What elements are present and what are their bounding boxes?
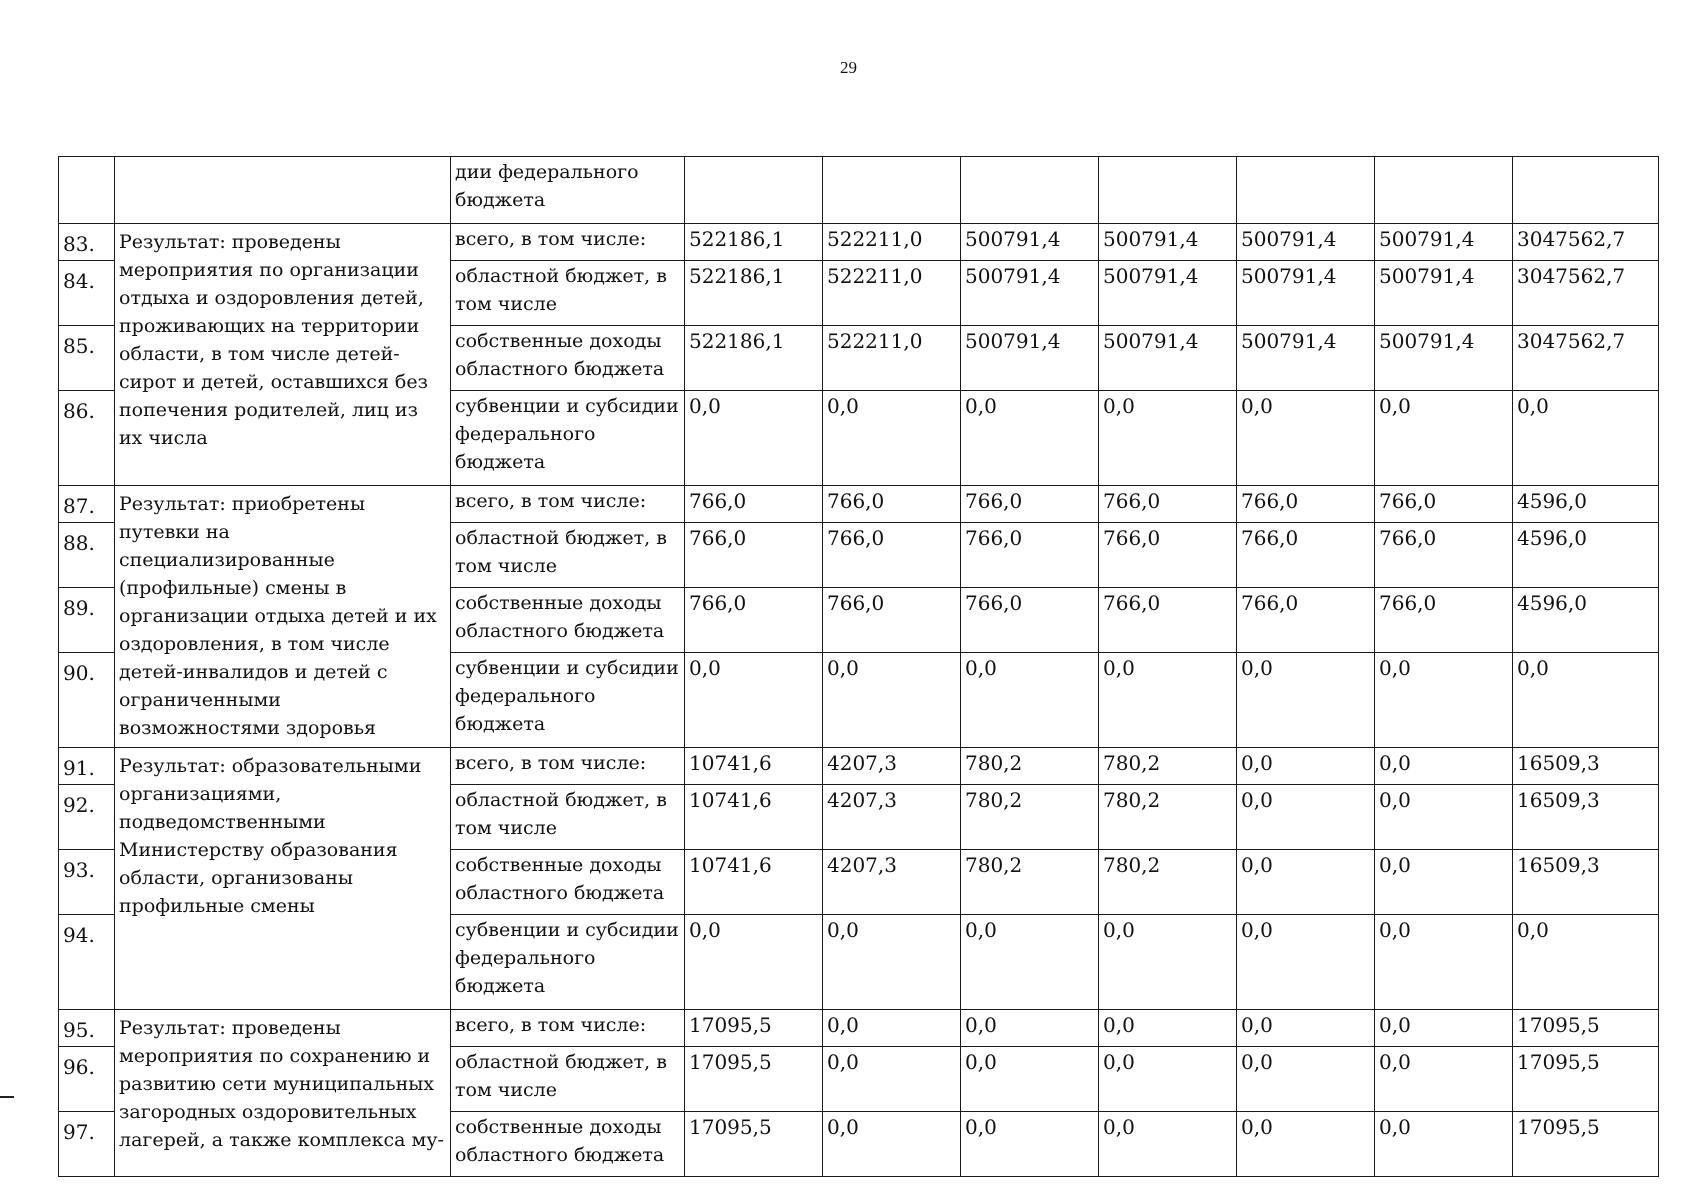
year-value-cell: 522186,1 bbox=[685, 224, 823, 261]
year-value-cell: 766,0 bbox=[823, 588, 961, 653]
source-cell: дии федерального бюджета bbox=[451, 157, 685, 224]
row-number-cell: 87. bbox=[59, 486, 115, 523]
year-value-cell: 0,0 bbox=[1375, 850, 1513, 915]
total-value-cell: 17095,5 bbox=[1513, 1112, 1659, 1177]
year-value-cell: 0,0 bbox=[961, 653, 1099, 748]
total-value-cell: 4596,0 bbox=[1513, 486, 1659, 523]
year-value-cell: 0,0 bbox=[1375, 1112, 1513, 1177]
year-value-cell: 0,0 bbox=[1375, 748, 1513, 785]
year-value-cell: 0,0 bbox=[1237, 653, 1375, 748]
row-number-cell: 92. bbox=[59, 785, 115, 850]
value-cell bbox=[961, 157, 1099, 224]
value-cell bbox=[1237, 157, 1375, 224]
year-value-cell: 0,0 bbox=[1237, 1010, 1375, 1047]
row-number-cell: 95. bbox=[59, 1010, 115, 1047]
margin-dash bbox=[0, 1096, 14, 1098]
total-value-cell: 4596,0 bbox=[1513, 588, 1659, 653]
year-value-cell: 0,0 bbox=[823, 1010, 961, 1047]
year-value-cell: 0,0 bbox=[1237, 785, 1375, 850]
year-value-cell: 766,0 bbox=[1375, 523, 1513, 588]
table-row bbox=[59, 1010, 1659, 1047]
year-value-cell: 766,0 bbox=[1375, 486, 1513, 523]
budget-table bbox=[58, 156, 1659, 1177]
year-value-cell: 0,0 bbox=[1099, 915, 1237, 1010]
year-value-cell: 500791,4 bbox=[1099, 224, 1237, 261]
year-value-cell: 500791,4 bbox=[1237, 261, 1375, 326]
funding-source-cell: всего, в том числе: bbox=[451, 224, 685, 261]
row-number-cell: 83. bbox=[59, 224, 115, 261]
row-number-cell: 90. bbox=[59, 653, 115, 748]
year-value-cell: 0,0 bbox=[1375, 391, 1513, 486]
year-value-cell: 500791,4 bbox=[1375, 326, 1513, 391]
year-value-cell: 500791,4 bbox=[1375, 224, 1513, 261]
total-value-cell: 16509,3 bbox=[1513, 785, 1659, 850]
funding-source-cell: областной бюджет, в том числе bbox=[451, 523, 685, 588]
year-value-cell: 500791,4 bbox=[1375, 261, 1513, 326]
year-value-cell: 500791,4 bbox=[961, 224, 1099, 261]
year-value-cell: 766,0 bbox=[1099, 486, 1237, 523]
year-value-cell: 766,0 bbox=[1099, 588, 1237, 653]
total-value-cell: 0,0 bbox=[1513, 915, 1659, 1010]
funding-source-cell: всего, в том числе: bbox=[451, 486, 685, 523]
result-description-cell: Результат: приобретены путевки на специализированные (профильные) смены в организации отдыха детей и их оздоровления, в том числе детей-инвалидов и детей с ограниченными возможностями здоровья bbox=[115, 486, 451, 748]
year-value-cell: 780,2 bbox=[1099, 850, 1237, 915]
year-value-cell: 522211,0 bbox=[823, 261, 961, 326]
funding-source-cell: собственные доходы областного бюджета bbox=[451, 850, 685, 915]
total-value-cell: 17095,5 bbox=[1513, 1047, 1659, 1112]
total-value-cell: 16509,3 bbox=[1513, 850, 1659, 915]
table-row bbox=[59, 486, 1659, 523]
year-value-cell: 0,0 bbox=[1099, 1112, 1237, 1177]
funding-source-cell: собственные доходы областного бюджета bbox=[451, 326, 685, 391]
year-value-cell: 766,0 bbox=[1237, 523, 1375, 588]
year-value-cell: 766,0 bbox=[823, 523, 961, 588]
year-value-cell: 780,2 bbox=[1099, 785, 1237, 850]
funding-source-cell: областной бюджет, в том числе bbox=[451, 261, 685, 326]
year-value-cell: 10741,6 bbox=[685, 785, 823, 850]
year-value-cell: 0,0 bbox=[685, 915, 823, 1010]
table-row bbox=[59, 748, 1659, 785]
year-value-cell: 0,0 bbox=[1375, 915, 1513, 1010]
year-value-cell: 780,2 bbox=[961, 850, 1099, 915]
year-value-cell: 0,0 bbox=[1237, 391, 1375, 486]
year-value-cell: 0,0 bbox=[1237, 915, 1375, 1010]
funding-source-cell: всего, в том числе: bbox=[451, 1010, 685, 1047]
year-value-cell: 0,0 bbox=[1099, 391, 1237, 486]
page-number: 29 bbox=[840, 58, 857, 77]
year-value-cell: 0,0 bbox=[1375, 1047, 1513, 1112]
year-value-cell: 0,0 bbox=[1099, 1010, 1237, 1047]
year-value-cell: 10741,6 bbox=[685, 748, 823, 785]
year-value-cell: 500791,4 bbox=[1237, 224, 1375, 261]
result-description-cell: Результат: проведены мероприятия по сохранению и развитию сети муниципальных загородных оздоровительных лагерей, а также комплекса му- bbox=[115, 1010, 451, 1177]
funding-source-cell: собственные доходы областного бюджета bbox=[451, 588, 685, 653]
row-number-cell bbox=[59, 157, 115, 224]
total-value-cell: 3047562,7 bbox=[1513, 261, 1659, 326]
year-value-cell: 766,0 bbox=[823, 486, 961, 523]
year-value-cell: 0,0 bbox=[1375, 653, 1513, 748]
total-value-cell: 4596,0 bbox=[1513, 523, 1659, 588]
year-value-cell: 522186,1 bbox=[685, 326, 823, 391]
result-description-cell: Результат: проведены мероприятия по организации отдыха и оздоровления детей, проживающих на территории области, в том числе детей-сирот и детей, оставшихся без попечения родителей, лиц из их числа bbox=[115, 224, 451, 486]
year-value-cell: 0,0 bbox=[1237, 1112, 1375, 1177]
row-number-cell: 96. bbox=[59, 1047, 115, 1112]
year-value-cell: 766,0 bbox=[685, 588, 823, 653]
year-value-cell: 0,0 bbox=[823, 915, 961, 1010]
year-value-cell: 780,2 bbox=[1099, 748, 1237, 785]
year-value-cell: 766,0 bbox=[961, 523, 1099, 588]
row-number-cell: 86. bbox=[59, 391, 115, 486]
year-value-cell: 0,0 bbox=[823, 1047, 961, 1112]
table-body bbox=[59, 157, 1659, 1177]
year-value-cell: 0,0 bbox=[685, 653, 823, 748]
funding-source-cell: всего, в том числе: bbox=[451, 748, 685, 785]
funding-source-cell: субвенции и субсидии федерального бюджета bbox=[451, 391, 685, 486]
year-value-cell: 500791,4 bbox=[1099, 261, 1237, 326]
total-value-cell: 16509,3 bbox=[1513, 748, 1659, 785]
row-number-cell: 91. bbox=[59, 748, 115, 785]
year-value-cell: 0,0 bbox=[1375, 785, 1513, 850]
year-value-cell: 766,0 bbox=[1237, 486, 1375, 523]
year-value-cell: 0,0 bbox=[823, 1112, 961, 1177]
total-value-cell: 0,0 bbox=[1513, 653, 1659, 748]
year-value-cell: 4207,3 bbox=[823, 748, 961, 785]
year-value-cell: 0,0 bbox=[1237, 850, 1375, 915]
year-value-cell: 0,0 bbox=[961, 1112, 1099, 1177]
year-value-cell: 766,0 bbox=[961, 588, 1099, 653]
year-value-cell: 0,0 bbox=[1099, 653, 1237, 748]
table-row-continuation bbox=[59, 157, 1659, 224]
year-value-cell: 500791,4 bbox=[961, 261, 1099, 326]
row-number-cell: 88. bbox=[59, 523, 115, 588]
year-value-cell: 522186,1 bbox=[685, 261, 823, 326]
year-value-cell: 522211,0 bbox=[823, 224, 961, 261]
year-value-cell: 500791,4 bbox=[1237, 326, 1375, 391]
row-number-cell: 85. bbox=[59, 326, 115, 391]
year-value-cell: 766,0 bbox=[685, 486, 823, 523]
year-value-cell: 4207,3 bbox=[823, 785, 961, 850]
year-value-cell: 0,0 bbox=[961, 1010, 1099, 1047]
funding-source-cell: областной бюджет, в том числе bbox=[451, 1047, 685, 1112]
row-number-cell: 93. bbox=[59, 850, 115, 915]
year-value-cell: 780,2 bbox=[961, 785, 1099, 850]
year-value-cell: 17095,5 bbox=[685, 1047, 823, 1112]
value-cell bbox=[823, 157, 961, 224]
year-value-cell: 0,0 bbox=[823, 653, 961, 748]
total-value-cell: 17095,5 bbox=[1513, 1010, 1659, 1047]
year-value-cell: 500791,4 bbox=[961, 326, 1099, 391]
year-value-cell: 4207,3 bbox=[823, 850, 961, 915]
year-value-cell: 0,0 bbox=[1099, 1047, 1237, 1112]
total-value-cell: 3047562,7 bbox=[1513, 326, 1659, 391]
funding-source-cell: собственные доходы областного бюджета bbox=[451, 1112, 685, 1177]
total-value-cell: 0,0 bbox=[1513, 391, 1659, 486]
year-value-cell: 0,0 bbox=[961, 1047, 1099, 1112]
year-value-cell: 500791,4 bbox=[1099, 326, 1237, 391]
value-cell bbox=[1099, 157, 1237, 224]
year-value-cell: 766,0 bbox=[1375, 588, 1513, 653]
funding-source-cell: областной бюджет, в том числе bbox=[451, 785, 685, 850]
year-value-cell: 0,0 bbox=[823, 391, 961, 486]
year-value-cell: 0,0 bbox=[1237, 748, 1375, 785]
year-value-cell: 0,0 bbox=[961, 391, 1099, 486]
row-number-cell: 94. bbox=[59, 915, 115, 1010]
year-value-cell: 0,0 bbox=[1237, 1047, 1375, 1112]
description-cell bbox=[115, 157, 451, 224]
year-value-cell: 766,0 bbox=[1237, 588, 1375, 653]
year-value-cell: 766,0 bbox=[1099, 523, 1237, 588]
table-row bbox=[59, 224, 1659, 261]
row-number-cell: 89. bbox=[59, 588, 115, 653]
value-cell bbox=[1375, 157, 1513, 224]
year-value-cell: 522211,0 bbox=[823, 326, 961, 391]
result-description-cell: Результат: образовательными организациями, подведомственными Министерству образования области, организованы профильные смены bbox=[115, 748, 451, 1010]
year-value-cell: 766,0 bbox=[961, 486, 1099, 523]
year-value-cell: 0,0 bbox=[961, 915, 1099, 1010]
funding-source-cell: субвенции и субсидии федерального бюджета bbox=[451, 915, 685, 1010]
funding-source-cell: субвенции и субсидии федерального бюджета bbox=[451, 653, 685, 748]
row-number-cell: 97. bbox=[59, 1112, 115, 1177]
year-value-cell: 0,0 bbox=[1375, 1010, 1513, 1047]
year-value-cell: 766,0 bbox=[685, 523, 823, 588]
year-value-cell: 10741,6 bbox=[685, 850, 823, 915]
year-value-cell: 17095,5 bbox=[685, 1112, 823, 1177]
total-value-cell: 3047562,7 bbox=[1513, 224, 1659, 261]
year-value-cell: 0,0 bbox=[685, 391, 823, 486]
year-value-cell: 17095,5 bbox=[685, 1010, 823, 1047]
value-cell bbox=[685, 157, 823, 224]
row-number-cell: 84. bbox=[59, 261, 115, 326]
year-value-cell: 780,2 bbox=[961, 748, 1099, 785]
value-cell bbox=[1513, 157, 1659, 224]
